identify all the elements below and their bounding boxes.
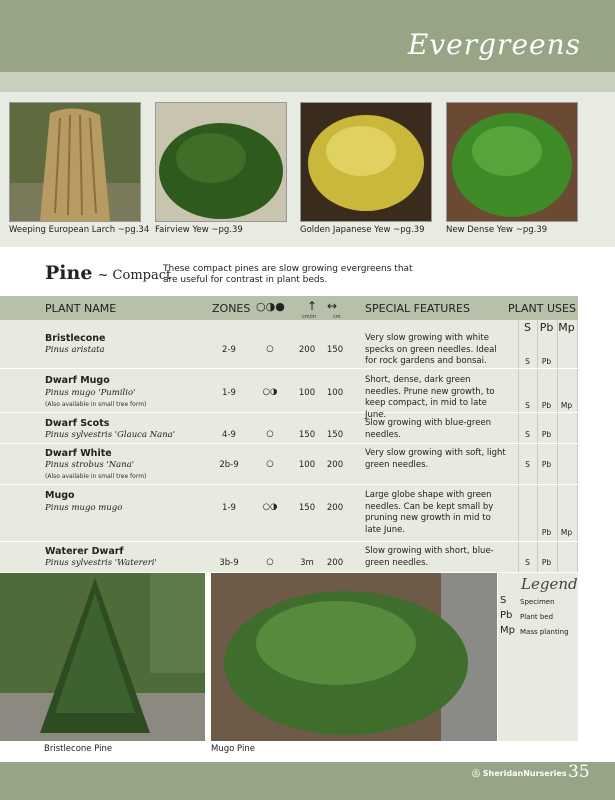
plant-name: Mugo — [45, 490, 75, 501]
plant-name: Dwarf Mugo — [45, 375, 110, 386]
photo-caption: Bristlecone Pine — [44, 744, 113, 754]
header-subband — [0, 72, 615, 92]
width-value: 150 — [326, 345, 344, 355]
use-pb: Pb — [541, 528, 552, 537]
use-s: S — [525, 558, 530, 567]
section-title — [45, 262, 171, 284]
use-pb: Pb — [541, 558, 552, 567]
legend-title: Legend — [521, 575, 578, 593]
row-divider — [0, 368, 578, 369]
legend-label: Plant bed — [520, 613, 554, 621]
full-sun-icon: ○ — [266, 459, 274, 469]
height-arrow-icon: ↑ — [307, 299, 318, 313]
use-pb: Pb — [541, 460, 552, 469]
photo-new-dense-yew — [446, 102, 578, 222]
row-divider — [0, 443, 578, 444]
use-s: S — [525, 430, 530, 439]
legend-key: Mp — [500, 625, 515, 636]
brand-logo — [472, 768, 567, 779]
photo-mugo-pine — [211, 573, 497, 741]
full-sun-icon: ○ — [266, 344, 274, 354]
height-unit: cm/m — [302, 314, 317, 320]
brand-name: SheridanNurseries — [482, 769, 567, 778]
sun-part-shade-icon: ○◑ — [262, 387, 278, 397]
legend-key: Pb — [500, 610, 513, 621]
use-header-mp: Mp — [558, 321, 575, 334]
header-plant-name: PLANT NAME — [45, 302, 117, 315]
page-number: 35 — [568, 762, 590, 782]
plant-name: Dwarf Scots — [45, 418, 110, 429]
height-value: 200 — [298, 345, 316, 355]
use-header-s: S — [524, 321, 531, 334]
row-divider — [0, 541, 578, 542]
section-subtitle: ~ Compact — [97, 268, 172, 283]
use-s: S — [525, 401, 530, 410]
divider — [577, 320, 578, 572]
sun-part-shade-icon: ○◑ — [262, 502, 278, 512]
special-features: Very slow growing with soft, light green needles. — [365, 448, 506, 470]
photo-caption: Mugo Pine — [211, 744, 255, 754]
use-header-pb: Pb — [539, 321, 554, 334]
width-value: 200 — [326, 558, 344, 568]
photo-golden-yew — [300, 102, 432, 222]
plant-latin-name: Pinus sylvestris 'Watereri' — [45, 558, 157, 568]
height-value: 100 — [298, 388, 316, 398]
special-features: Slow growing with short, blue-green needles. — [365, 546, 494, 568]
photo-weeping-larch — [9, 102, 141, 222]
use-pb: Pb — [541, 357, 552, 366]
width-value: 200 — [326, 503, 344, 513]
height-value: 150 — [298, 430, 316, 440]
legend-label: Specimen — [520, 598, 555, 606]
height-value: 3m — [300, 558, 314, 568]
width-arrow-icon: ↔ — [327, 299, 338, 313]
plant-latin-name: Pinus sylvestris 'Glauca Nana' — [45, 430, 176, 440]
header-plant-uses: PLANT USES — [508, 302, 576, 315]
plant-latin-name: Pinus mugo mugo — [45, 503, 123, 513]
use-s: S — [525, 460, 530, 469]
zones-value: 1-9 — [222, 388, 236, 398]
plant-latin-name: Pinus mugo 'Pumilio' — [45, 388, 136, 398]
header-special-features: SPECIAL FEATURES — [365, 302, 470, 315]
use-s: S — [525, 357, 530, 366]
width-value: 150 — [326, 430, 344, 440]
photo-caption: New Dense Yew ~pg.39 — [446, 225, 548, 235]
zones-value: 4-9 — [222, 430, 236, 440]
photo-caption: Fairview Yew ~pg.39 — [155, 225, 243, 235]
legend-label: Mass planting — [520, 628, 569, 636]
plant-name: Bristlecone — [45, 333, 106, 344]
photo-fairview-yew — [155, 102, 287, 222]
use-mp: Mp — [560, 401, 573, 410]
photo-caption: Golden Japanese Yew ~pg.39 — [300, 225, 425, 235]
plant-latin-name: Pinus aristata — [45, 345, 105, 355]
use-mp: Mp — [560, 528, 573, 537]
special-features: Very slow growing with white specks on green needles. Ideal for rock gardens and bonsai. — [365, 333, 497, 366]
use-pb: Pb — [541, 401, 552, 410]
page-title: Evergreens — [407, 28, 581, 61]
plant-note: (Also available in small tree form) — [45, 401, 147, 408]
width-unit: cm — [333, 314, 341, 320]
sun-shade-icon: ○◑● — [256, 300, 285, 313]
photo-bristlecone-pine — [0, 573, 205, 741]
special-features: Short, dense, dark green needles. Prune new growth, to keep compact, in mid to late June. — [365, 375, 495, 420]
special-features: Slow growing with blue-green needles. — [365, 418, 492, 440]
plant-note: (Also available in small tree form) — [45, 473, 147, 480]
full-sun-icon: ○ — [266, 557, 274, 567]
section-description: These compact pines are slow growing evergreens that are useful for contrast in plant beds. — [163, 264, 413, 285]
plant-name: Waterer Dwarf — [45, 546, 124, 557]
logo-icon: Ⓢ — [472, 769, 480, 778]
header-zones: ZONES — [212, 302, 251, 315]
row-divider — [0, 484, 578, 485]
zones-value: 3b-9 — [219, 558, 239, 568]
use-pb: Pb — [541, 430, 552, 439]
plant-latin-name: Pinus strobus 'Nana' — [45, 460, 135, 470]
special-features: Large globe shape with green needles. Can be kept small by pruning new growth in mid to late June. — [365, 490, 494, 535]
width-value: 200 — [326, 460, 344, 470]
width-value: 100 — [326, 388, 344, 398]
photo-caption: Weeping European Larch ~pg.34 — [9, 225, 150, 235]
zones-value: 1-9 — [222, 503, 236, 513]
plant-name: Dwarf White — [45, 448, 112, 459]
zones-value: 2-9 — [222, 345, 236, 355]
zones-value: 2b-9 — [219, 460, 239, 470]
height-value: 100 — [298, 460, 316, 470]
height-value: 150 — [298, 503, 316, 513]
full-sun-icon: ○ — [266, 429, 274, 439]
legend-key: S — [500, 595, 507, 606]
section-title-main: Pine — [45, 262, 93, 284]
